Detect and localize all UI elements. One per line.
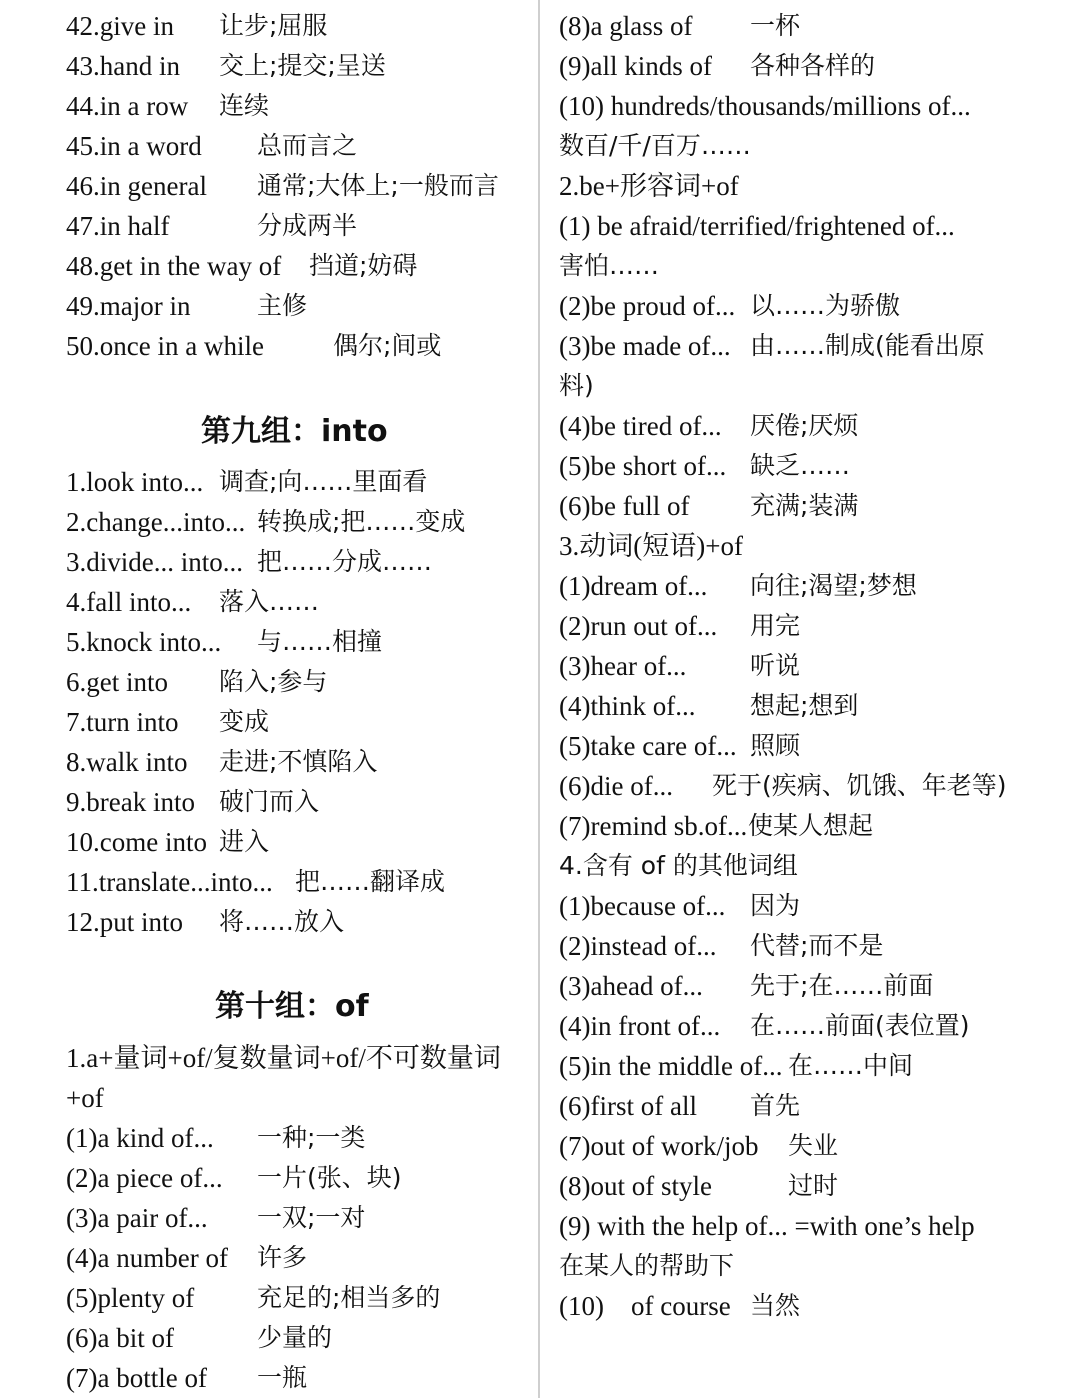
section-heading-into: 第九组：into: [201, 414, 388, 449]
section-heading-of: 第十组：of: [215, 989, 369, 1024]
column-divider: [538, 0, 540, 1398]
